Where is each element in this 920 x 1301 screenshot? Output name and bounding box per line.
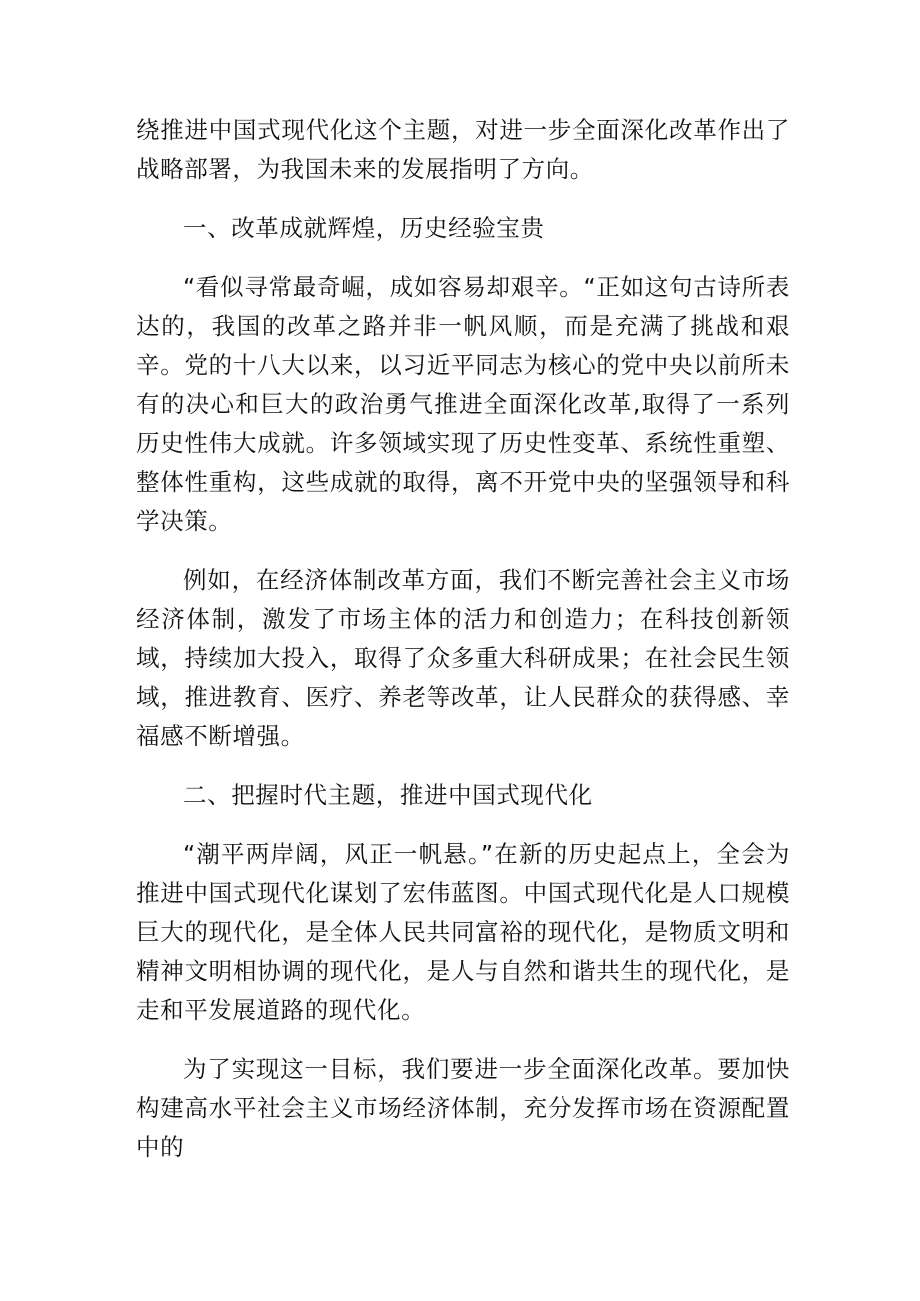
paragraph-gap <box>136 189 790 209</box>
section-heading-2: 二、把握时代主题，推进中国式现代化 <box>183 781 593 809</box>
paragraph-gap <box>136 815 790 835</box>
document-page <box>136 111 790 1167</box>
paragraph-gap <box>136 1030 790 1050</box>
paragraph-intro-continuation: 绕推进中国式现代化这个主题，对进一步全面深化改革作出了战略部署，为我国未来的发展指明了方向。 <box>136 116 790 183</box>
section-heading-1: 一、改革成就辉煌，历史经验宝贵 <box>183 214 545 242</box>
paragraph-reform-achievements: “看似寻常最奇崛，成如容易却艰辛。“正如这句古诗所表达的，我国的改革之路并非一帆风顺，而是充满了挑战和艰辛。党的十八大以来，以习近平同志为核心的党中央以前所未有的决心和巨大的政治勇气推进全面深化改革,取得了一系列历史性伟大成就。许多领域实现了历史性变革、系统性重塑、整体性重构，这些成就的取得，离不开党中央的坚强领导和科学决策。 <box>136 273 790 535</box>
paragraph-modernization: “潮平两岸阔，风正一帆悬。”在新的历史起点上，全会为推进中国式现代化谋划了宏伟蓝图。中国式现代化是人口规模巨大的现代化，是全体人民共同富裕的现代化，是物质文明和精神文明相协调的现代化，是人与自然和谐共生的现代化，是走和平发展道路的现代化。 <box>136 840 790 1024</box>
paragraph-deepen-reform: 为了实现这一目标，我们要进一步全面深化改革。要加快构建高水平社会主义市场经济体制，充分发挥市场在资源配置中的 <box>136 1055 790 1161</box>
paragraph-gap <box>136 756 790 776</box>
paragraph-reform-examples: 例如，在经济体制改革方面，我们不断完善社会主义市场经济体制，激发了市场主体的活力和创造力；在科技创新领域，持续加大投入，取得了众多重大科研成果；在社会民生领域，推进教育、医疗、养老等改革，让人民群众的获得感、幸福感不断增强。 <box>136 566 790 750</box>
paragraph-gap <box>136 248 790 268</box>
paragraph-gap <box>136 541 790 561</box>
